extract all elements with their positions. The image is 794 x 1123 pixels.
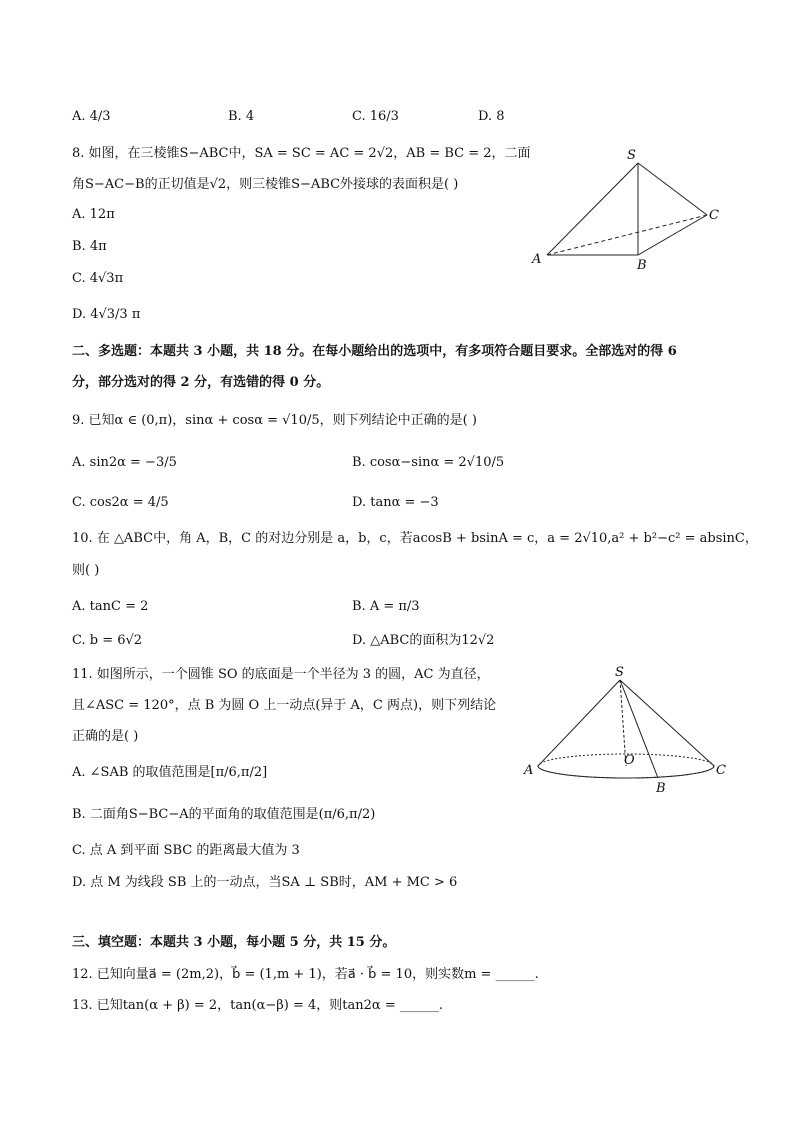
q11-option-a: A. ∠SAB 的取值范围是[π/6,π/2]: [72, 765, 268, 780]
section3-title: 三、填空题：本题共 3 小题，每小题 5 分，共 15 分。: [72, 935, 396, 950]
q11-option-c: C. 点 A 到平面 SBC 的距离最大值为 3: [72, 843, 300, 858]
q10-option-d: D. △ABC的面积为12√2: [352, 633, 495, 648]
q11-stem-line2: 且∠ASC = 120°，点 B 为圆 O 上一动点(异于 A，C 两点)，则下列结论: [72, 698, 497, 713]
q11-stem-line1: 11. 如图所示，一个圆锥 SO 的底面是一个半径为 3 的圆，AC 为直径，: [72, 667, 490, 682]
edge-bc: [638, 215, 707, 255]
label-a: A: [532, 252, 542, 267]
label-b: B: [637, 258, 647, 273]
edge-sc: [638, 163, 707, 215]
label-c: C: [709, 208, 719, 223]
q11-cone-figure: [520, 662, 730, 802]
label-s: S: [615, 665, 624, 680]
label-s: S: [627, 148, 636, 163]
q7-option-a: A. 4/3: [72, 109, 111, 124]
q10-option-b: B. A = π/3: [352, 599, 420, 614]
q8-stem-line2: 角S−AC−B的正切值是√2，则三棱锥S−ABC外接球的表面积是( ): [72, 177, 459, 192]
q8-pyramid-figure: [525, 145, 725, 275]
label-o: O: [624, 753, 635, 768]
edge-ac-hidden: [547, 215, 707, 255]
q7-option-c: C. 16/3: [352, 109, 399, 124]
q9-option-d: D. tanα = −3: [352, 495, 439, 510]
q9-option-a: A. sin2α = −3/5: [72, 455, 177, 470]
q10-stem-line2: 则( ): [72, 563, 100, 578]
q9-option-c: C. cos2α = 4/5: [72, 495, 169, 510]
q7-option-d: D. 8: [478, 109, 505, 124]
q9-option-b: B. cosα−sinα = 2√10/5: [352, 455, 505, 470]
section2-line2: 分，部分选对的得 2 分，有选错的得 0 分。: [72, 375, 330, 390]
edge-sa: [547, 163, 638, 255]
q8-option-a: A. 12π: [72, 207, 115, 222]
section2-line1: 二、多选题：本题共 3 小题，共 18 分。在每小题给出的选项中，有多项符合题目要求。全部选对的得 6: [72, 344, 677, 359]
q10-option-a: A. tanC = 2: [72, 599, 149, 614]
q13-stem: 13. 已知tan(α + β) = 2，tan(α−β) = 4，则tan2α = ______.: [72, 998, 443, 1013]
q7-option-b: B. 4: [228, 109, 255, 124]
label-c: C: [716, 763, 726, 778]
q8-option-c: C. 4√3π: [72, 271, 124, 286]
q8-stem-line1: 8. 如图，在三棱锥S−ABC中，SA = SC = AC = 2√2，AB = BC = 2，二面: [72, 146, 531, 161]
q10-option-c: C. b = 6√2: [72, 633, 143, 648]
q9-stem: 9. 已知α ∈ (0,π)，sinα + cosα = √10/5，则下列结论中正确的是( ): [72, 413, 477, 428]
q10-stem-line1: 10. 在 △ABC中，角 A，B，C 的对边分别是 a，b，c，若acosB + bsinA = c，a = 2√10,a² + b²−c² = absinC，: [72, 531, 758, 546]
q11-option-d: D. 点 M 为线段 SB 上的一动点，当SA ⊥ SB时，AM + MC > 6: [72, 875, 458, 890]
label-a: A: [524, 763, 534, 778]
label-b: B: [656, 781, 666, 796]
generatrix-sa: [538, 680, 620, 766]
q12-stem: 12. 已知向量a⃗ = (2m,2)，b⃗ = (1,m + 1)，若a⃗ · b⃗ = 10，则实数m = ______.: [72, 967, 539, 982]
q8-option-d: D. 4√3/3 π: [72, 307, 141, 322]
q11-option-b: B. 二面角S−BC−A的平面角的取值范围是(π/6,π/2): [72, 807, 376, 822]
q8-option-b: B. 4π: [72, 239, 107, 254]
q11-stem-line3: 正确的是( ): [72, 729, 139, 744]
